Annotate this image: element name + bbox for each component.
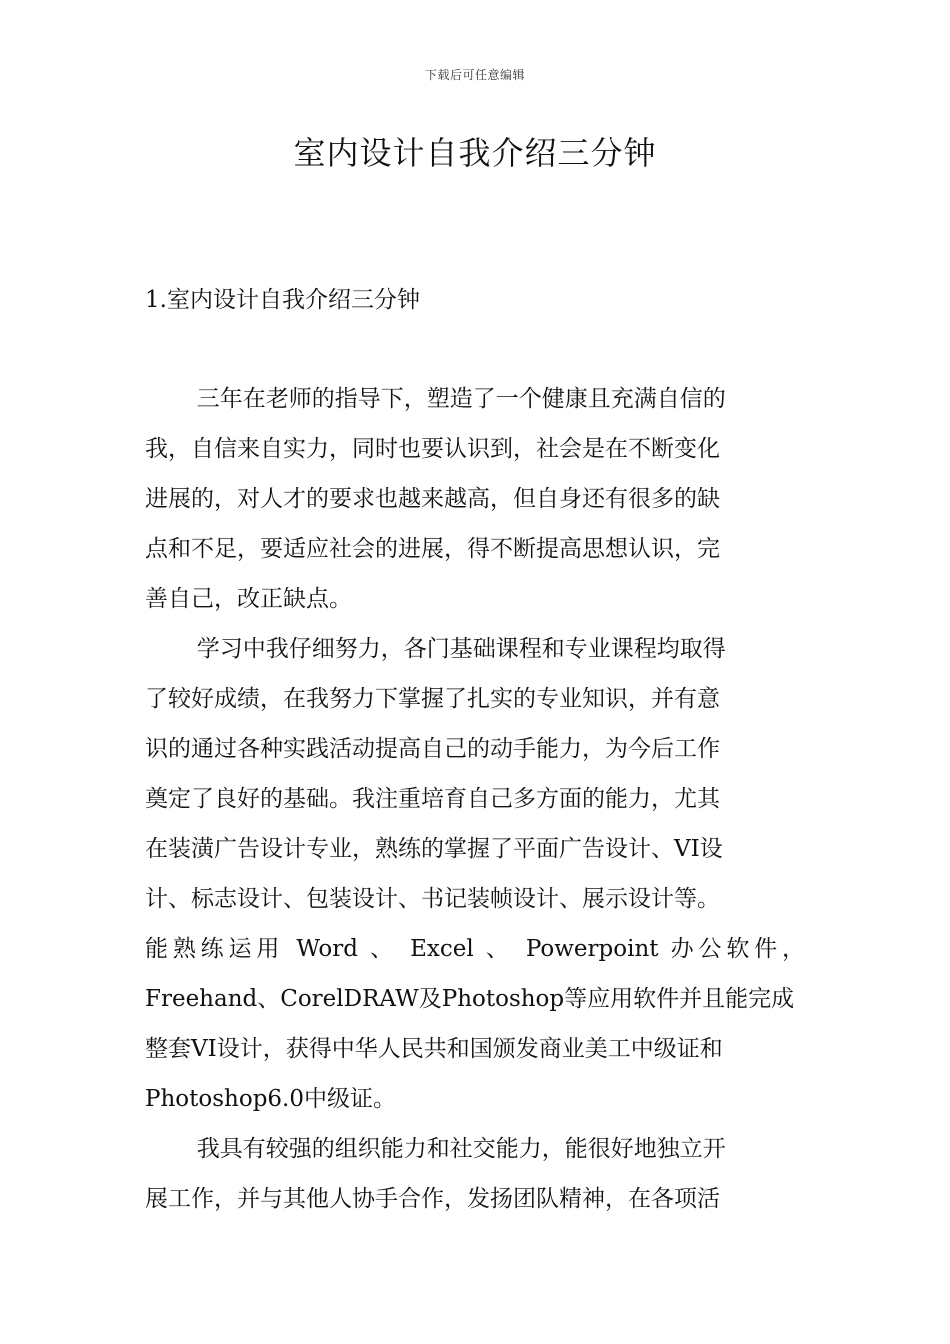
- text-line: 善自己，改正缺点。: [145, 586, 352, 612]
- text-line: 能熟练运用 Word 、 Excel 、 Powerpoint 办公软件，: [145, 936, 805, 962]
- text-line: 识的通过各种实践活动提高自己的动手能力，为今后工作: [145, 736, 720, 762]
- text-line: Freehand、CorelDRAW及Photoshop等应用软件并且能完成: [145, 986, 795, 1012]
- text-line: 我具有较强的组织能力和社交能力，能很好地独立开: [196, 1136, 726, 1162]
- text-line: Photoshop6.0中级证。: [145, 1086, 396, 1112]
- text-line: 展工作，并与其他人协手合作，发扬团队精神，在各项活: [145, 1186, 720, 1212]
- text-line: 在装潢广告设计专业，熟练的掌握了平面广告设计、VI设: [145, 836, 723, 862]
- header-note: 下载后可任意编辑: [424, 68, 525, 82]
- text-line: 奠定了良好的基础。我注重培育自己多方面的能力，尤其: [145, 786, 720, 812]
- text-line: 三年在老师的指导下，塑造了一个健康且充满自信的: [196, 386, 726, 412]
- paragraph: [145, 374, 805, 624]
- body-text: [145, 374, 805, 1224]
- text-line: 点和不足，要适应社会的进展，得不断提高思想认识，完: [145, 536, 720, 562]
- text-line: 了较好成绩，在我努力下掌握了扎实的专业知识，并有意: [145, 686, 720, 712]
- text-line: 整套VI设计，获得中华人民共和国颁发商业美工中级证和: [145, 1036, 723, 1062]
- paragraph: [145, 1124, 805, 1224]
- document-title: 室内设计自我介绍三分钟: [293, 134, 657, 172]
- section-heading: 1.室内设计自我介绍三分钟: [145, 287, 420, 313]
- paragraph: [145, 624, 805, 1124]
- text-line: 学习中我仔细努力，各门基础课程和专业课程均取得: [196, 636, 726, 662]
- text-line: 进展的，对人才的要求也越来越高，但自身还有很多的缺: [145, 486, 720, 512]
- text-line: 计、标志设计、包装设计、书记装帧设计、展示设计等。: [145, 886, 720, 912]
- text-line: 我，自信来自实力，同时也要认识到，社会是在不断变化: [145, 436, 720, 462]
